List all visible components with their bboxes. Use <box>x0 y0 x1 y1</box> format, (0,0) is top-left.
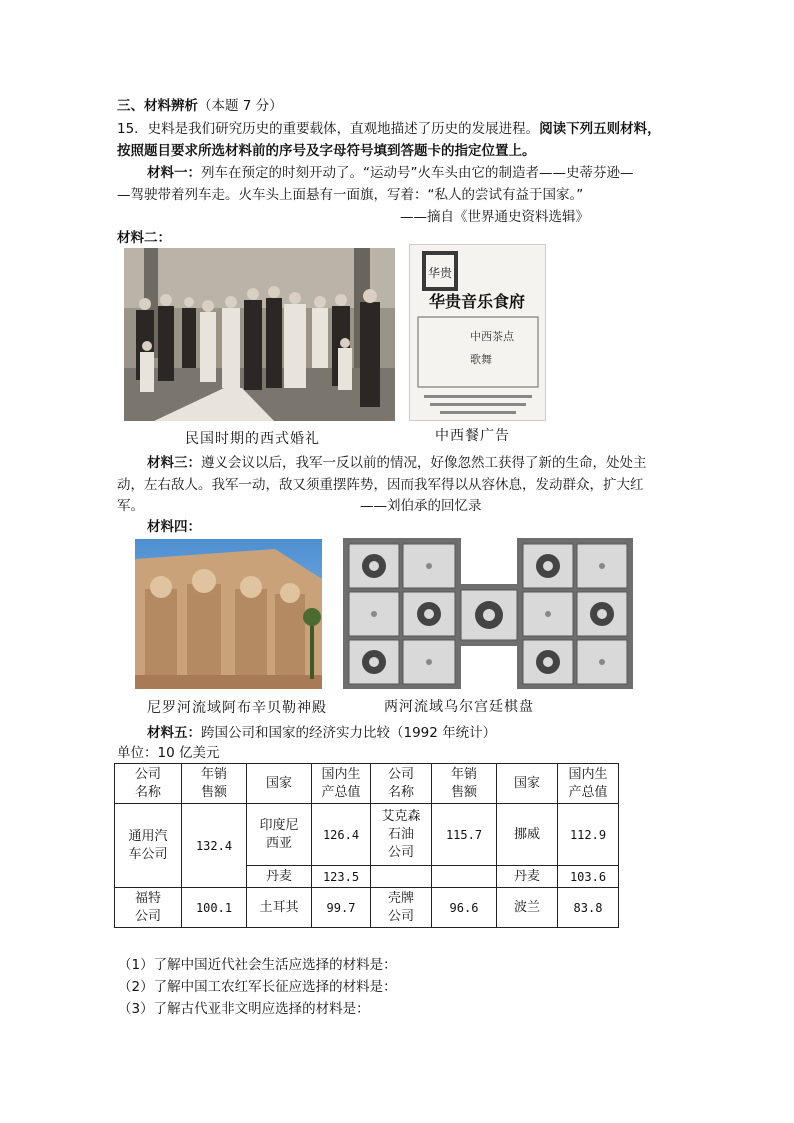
cell-exxon: 艾克森 石油 公司 <box>371 804 432 866</box>
section-heading-score: （本题 7 分） <box>198 98 283 114</box>
table-header-row <box>115 764 619 804</box>
header-company-name-2: 公司 名称 <box>371 764 432 804</box>
abu-simbel-temple-photo <box>135 539 322 689</box>
material5-title: 跨国公司和国家的经济实力比较（1992 年统计） <box>201 725 497 741</box>
table-row <box>115 804 619 866</box>
sub-question-1: （1）了解中国近代社会生活应选择的材料是： <box>118 957 397 973</box>
material3-source: ——刘伯承的回忆录 <box>360 498 482 514</box>
cell-empty <box>371 866 432 888</box>
material5-unit: 单位：10 亿美元 <box>117 745 220 761</box>
cell-gm-sales: 132.4 <box>182 804 247 888</box>
q15-instruction-part2: 按照题目要求所选材料前的序号及字母符号填到答题卡的指定位置上。 <box>117 143 536 159</box>
ad-caption: 中西餐广告 <box>435 428 510 444</box>
material1-line1 <box>147 163 634 183</box>
cell-denmark-gdp: 123.5 <box>312 866 371 888</box>
header-gdp-2: 国内生 产总值 <box>558 764 619 804</box>
western-wedding-photo <box>124 248 395 421</box>
ad-col2-text: 歌舞 <box>470 353 492 366</box>
material3-line2: 动，左右敌人。我军一动，敌又须重摆阵势，因而我军得以从容休息，发动群众，扩大红 <box>117 477 644 493</box>
q15-intro-text: 15．史料是我们研究历史的重要载体，直观地描述了历史的发展进程。 <box>117 121 540 137</box>
ur-board-caption: 两河流域乌尔宫廷棋盘 <box>384 699 534 715</box>
cell-norway: 挪威 <box>497 804 558 866</box>
cell-turkey-gdp: 99.7 <box>312 888 371 928</box>
cell-ford-sales: 100.1 <box>182 888 247 928</box>
ad-seal-text: 华贵 <box>427 266 453 280</box>
cell-exxon-sales: 115.7 <box>432 804 497 866</box>
material1-text1: 列车在预定的时刻开动了。“运动号”火车头由它的制造者——史蒂芬逊— <box>201 165 634 181</box>
section-heading-title: 三、材料辨析 <box>117 98 198 114</box>
sub-question-3: （3）了解古代亚非文明应选择的材料是： <box>118 1001 370 1017</box>
material5-line <box>147 723 496 743</box>
material1-source: ——摘自《世界通史资料选辑》 <box>400 209 589 225</box>
sub-question-2: （2）了解中国工农红军长征应选择的材料是： <box>118 979 397 995</box>
ad-col1-text: 中西茶点 <box>470 330 514 343</box>
economic-comparison-table <box>114 763 619 928</box>
header-annual-sales-2: 年销 售额 <box>432 764 497 804</box>
material3-line1 <box>147 453 647 473</box>
q15-instruction-part1: 阅读下列五则材料， <box>539 121 661 137</box>
material1-label: 材料一： <box>147 165 201 181</box>
cell-empty <box>432 866 497 888</box>
cell-turkey: 土耳其 <box>247 888 312 928</box>
cell-norway-gdp: 112.9 <box>558 804 619 866</box>
material3-label: 材料三： <box>147 455 201 471</box>
cell-ford: 福特 公司 <box>115 888 182 928</box>
header-annual-sales: 年销 售额 <box>182 764 247 804</box>
ad-header-text: 华贵音乐食府 <box>428 292 526 311</box>
abu-simbel-caption: 尼罗河流域阿布辛贝勒神殿 <box>147 700 327 716</box>
cell-indonesia: 印度尼 西亚 <box>247 804 312 866</box>
cell-denmark-2: 丹麦 <box>497 866 558 888</box>
cell-denmark: 丹麦 <box>247 866 312 888</box>
material3-line3: 军。 <box>117 498 144 514</box>
header-country-2: 国家 <box>497 764 558 804</box>
cell-indonesia-gdp: 126.4 <box>312 804 371 866</box>
cell-shell: 壳牌 公司 <box>371 888 432 928</box>
material5-label: 材料五： <box>147 725 201 741</box>
q15-line1 <box>117 119 661 139</box>
section-heading <box>117 96 283 116</box>
header-company-name: 公司 名称 <box>115 764 182 804</box>
material3-text1: 遵义会议以后，我军一反以前的情况，好像忽然工获得了新的生命，处处主 <box>201 455 647 471</box>
cell-denmark-2-gdp: 103.6 <box>558 866 619 888</box>
royal-game-of-ur-board <box>341 536 635 691</box>
header-country: 国家 <box>247 764 312 804</box>
table-row <box>115 888 619 928</box>
header-gdp: 国内生 产总值 <box>312 764 371 804</box>
cell-shell-sales: 96.6 <box>432 888 497 928</box>
cell-poland-gdp: 83.8 <box>558 888 619 928</box>
material2-label: 材料二： <box>117 230 171 246</box>
cell-gm: 通用汽 车公司 <box>115 804 182 888</box>
wedding-caption: 民国时期的西式婚礼 <box>185 431 320 447</box>
chinese-western-restaurant-ad <box>409 244 546 421</box>
cell-poland: 波兰 <box>497 888 558 928</box>
material1-line2: —驾驶带着列车走。火车头上面悬有一面旗，写着：“私人的尝试有益于国家。” <box>117 187 584 203</box>
material4-label: 材料四： <box>147 519 201 535</box>
